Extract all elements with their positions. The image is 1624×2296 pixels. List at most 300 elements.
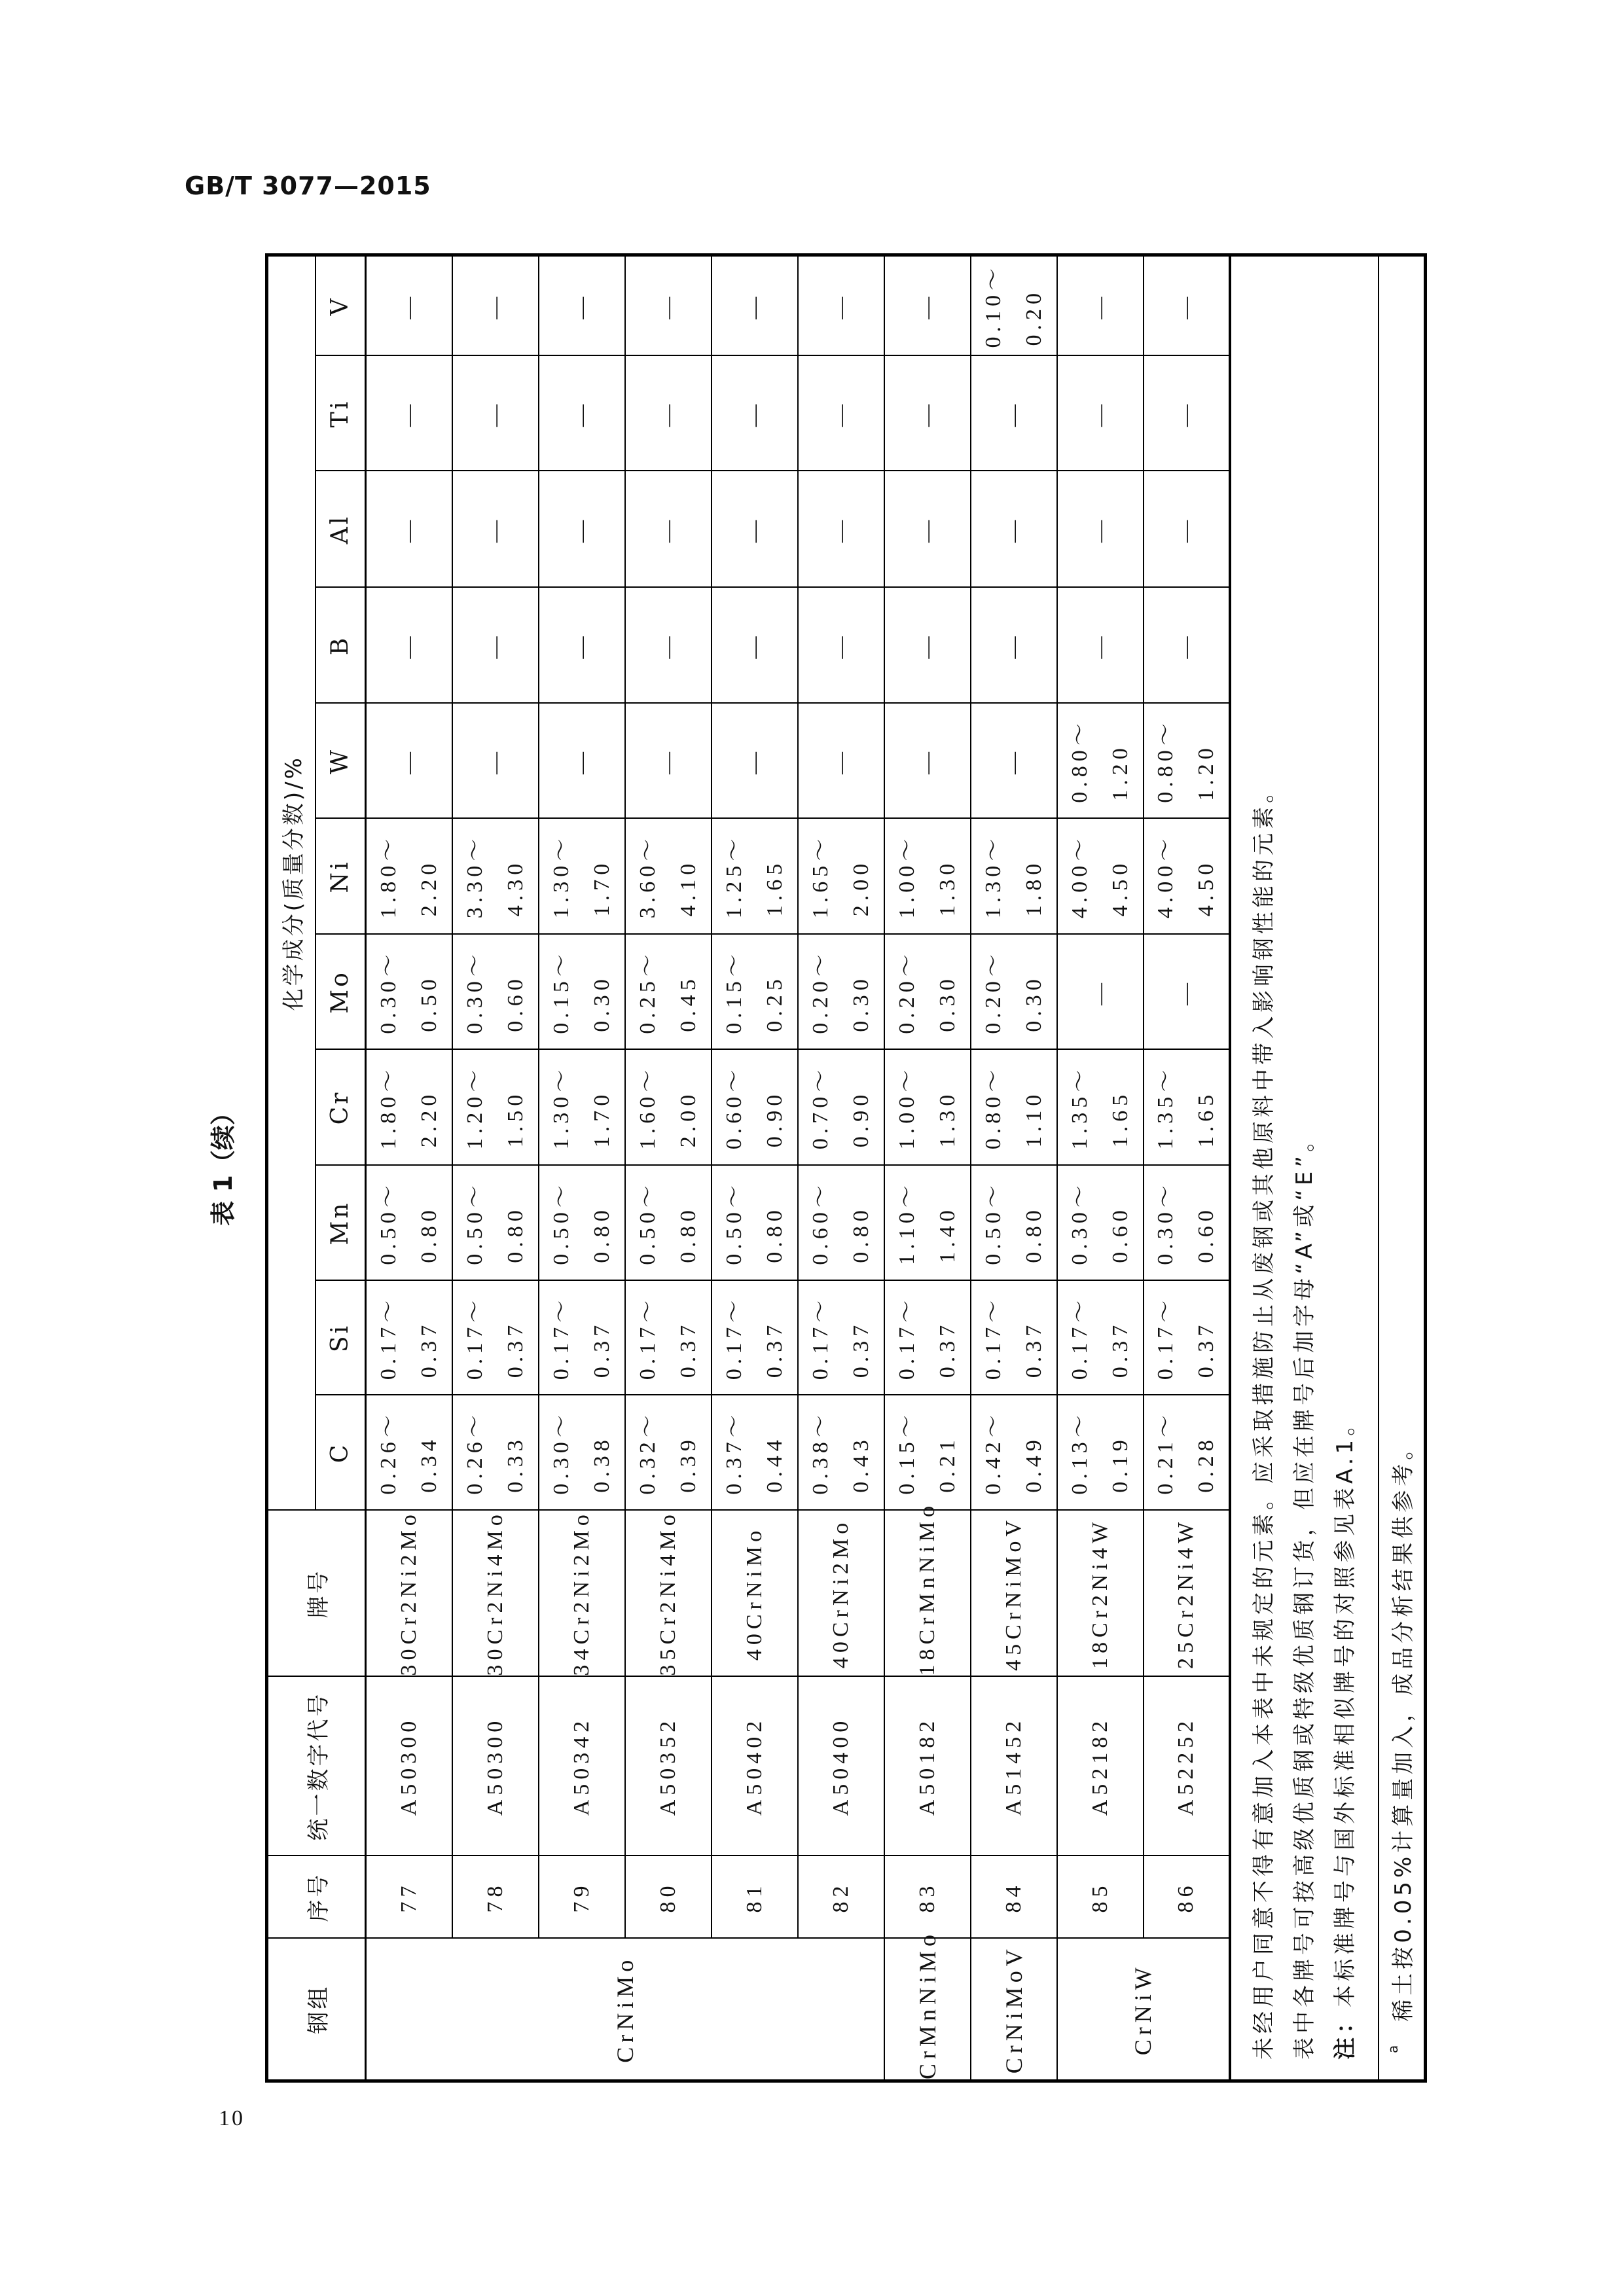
range-value: [455, 1181, 536, 1265]
page-number: 10: [219, 2106, 245, 2130]
value-cell-c: [366, 1395, 452, 1511]
range-low: 0.10～: [981, 263, 1005, 348]
range-high: 1.20: [1108, 744, 1132, 801]
range-low: 0.15～: [721, 950, 746, 1034]
steel-group-cell: CrMnNiMo: [884, 1939, 971, 2081]
value-cell-cr: [1057, 1050, 1144, 1166]
value-cell-w: [1144, 704, 1230, 819]
dash-value: —: [1001, 747, 1026, 774]
range-high: 1.50: [503, 1090, 528, 1148]
range-low: 1.35～: [1067, 1065, 1092, 1150]
range-value: [628, 1066, 709, 1150]
range-low: 1.25～: [721, 834, 746, 919]
value-cell-b: [971, 588, 1057, 704]
range-low: 0.80～: [981, 1065, 1005, 1150]
range-value: [801, 950, 882, 1034]
range-high: 0.28: [1194, 1435, 1218, 1493]
seq-cell: 84: [971, 1856, 1057, 1939]
range-low: 0.20～: [894, 950, 919, 1034]
value-cell-si: [971, 1281, 1057, 1395]
code-cell: A50400: [798, 1677, 884, 1856]
range-low: 0.17～: [808, 1295, 833, 1380]
range-high: 4.50: [1194, 859, 1218, 917]
dash-value: —: [1087, 978, 1112, 1005]
dash-value: —: [742, 292, 767, 319]
range-high: 0.45: [676, 975, 700, 1032]
range-low: 0.70～: [808, 1065, 833, 1150]
dash-value: —: [569, 292, 594, 319]
value-cell-si: [1057, 1281, 1144, 1395]
value-cell-c: [798, 1395, 884, 1511]
steel-group-cell: CrNiW: [1057, 1939, 1230, 2081]
dash-value: —: [655, 747, 680, 774]
range-low: 0.32～: [635, 1410, 660, 1495]
header-element-v: V: [316, 255, 366, 355]
value-cell-w: [1057, 704, 1144, 819]
dash-value: —: [655, 400, 680, 427]
value-cell-b: [625, 588, 712, 704]
seq-cell: 85: [1057, 1856, 1144, 1939]
range-high: 0.25: [762, 975, 787, 1032]
range-value: [714, 950, 795, 1034]
dash-value: —: [742, 632, 767, 659]
value-cell-b: [539, 588, 625, 704]
steel-group-cell: CrNiMoV: [971, 1939, 1057, 2081]
range-low: 0.17～: [462, 1295, 487, 1380]
dash-value: —: [1001, 516, 1026, 543]
grade-cell: 18CrMnNiMo: [884, 1511, 971, 1677]
range-low: 0.37～: [721, 1410, 746, 1495]
chemical-composition-table: [265, 253, 1427, 2083]
value-cell-ti: [798, 356, 884, 471]
dash-value: —: [1174, 516, 1198, 543]
range-high: 0.80: [676, 1206, 700, 1263]
code-cell: A50402: [712, 1677, 798, 1856]
dash-value: —: [396, 400, 421, 427]
footnote-mark: a: [1385, 2041, 1401, 2053]
range-value: [801, 834, 882, 919]
dash-value: —: [1001, 632, 1026, 659]
value-cell-c: [452, 1395, 539, 1511]
range-value: [369, 950, 450, 1034]
range-value: [714, 1410, 795, 1495]
table-row: [884, 255, 971, 2081]
header-grade: 牌号: [267, 1511, 366, 1677]
dash-value: —: [1087, 632, 1112, 659]
value-cell-c: [884, 1395, 971, 1511]
range-high: 0.44: [762, 1435, 787, 1493]
dash-value: —: [828, 747, 853, 774]
value-cell-ti: [539, 356, 625, 471]
value-cell-w: [884, 704, 971, 819]
header-element-c: C: [316, 1395, 366, 1511]
value-cell-ni: [625, 819, 712, 935]
dash-value: —: [396, 516, 421, 543]
dash-value: —: [1174, 978, 1198, 1005]
dash-value: —: [396, 632, 421, 659]
value-cell-ni: [712, 819, 798, 935]
range-low: 4.00～: [1153, 834, 1178, 919]
range-low: 0.60～: [721, 1065, 746, 1150]
range-low: 0.13～: [1067, 1410, 1092, 1495]
dash-value: —: [914, 747, 939, 774]
value-cell-cr: [452, 1050, 539, 1166]
value-cell-w: [712, 704, 798, 819]
range-high: 0.30: [589, 975, 614, 1032]
range-low: 0.80～: [1153, 719, 1178, 803]
dash-value: —: [569, 747, 594, 774]
dash-value: —: [655, 516, 680, 543]
range-low: 1.80～: [376, 834, 401, 919]
value-cell-mn: [712, 1166, 798, 1281]
steel-group-cell: CrNiMo: [366, 1939, 884, 2081]
range-value: [714, 1066, 795, 1150]
value-cell-c: [539, 1395, 625, 1511]
range-value: [801, 1066, 882, 1150]
range-low: 1.80～: [376, 1065, 401, 1150]
dash-value: —: [828, 400, 853, 427]
range-value: [1146, 719, 1227, 803]
header-element-mo: Mo: [316, 935, 366, 1050]
range-low: 4.00～: [1067, 834, 1092, 919]
range-value: [369, 1181, 450, 1265]
range-high: 0.80: [762, 1206, 787, 1263]
value-cell-mo: [366, 935, 452, 1050]
range-value: [455, 1066, 536, 1150]
value-cell-al: [1057, 471, 1144, 588]
dash-value: —: [742, 516, 767, 543]
value-cell-b: [884, 588, 971, 704]
table-row: [539, 255, 625, 2081]
range-high: 0.43: [848, 1435, 873, 1493]
value-cell-c: [712, 1395, 798, 1511]
value-cell-c: [1144, 1395, 1230, 1511]
range-high: 0.20: [1021, 288, 1046, 346]
range-value: [1146, 1181, 1227, 1265]
range-value: [973, 950, 1055, 1034]
value-cell-b: [1144, 588, 1230, 704]
value-cell-v: [971, 255, 1057, 355]
range-low: 0.38～: [808, 1410, 833, 1495]
seq-cell: 83: [884, 1856, 971, 1939]
grade-cell: 25Cr2Ni4W: [1144, 1511, 1230, 1677]
value-cell-ti: [452, 356, 539, 471]
range-high: 0.39: [676, 1435, 700, 1493]
range-low: 0.17～: [549, 1295, 573, 1380]
value-cell-cr: [539, 1050, 625, 1166]
range-low: 0.26～: [462, 1410, 487, 1495]
range-high: 0.34: [416, 1435, 441, 1493]
dash-value: —: [569, 516, 594, 543]
table-row: [452, 255, 539, 2081]
value-cell-mn: [884, 1166, 971, 1281]
range-high: 1.65: [1108, 1090, 1132, 1148]
dash-value: —: [828, 632, 853, 659]
range-high: 0.80: [848, 1206, 873, 1263]
value-cell-v: [798, 255, 884, 355]
range-value: [887, 1181, 968, 1265]
seq-cell: 81: [712, 1856, 798, 1939]
grade-cell: 30Cr2Ni4Mo: [452, 1511, 539, 1677]
range-value: [973, 1296, 1055, 1380]
header-chemical-composition: 化学成分(质量分数)/%: [267, 255, 316, 1510]
value-cell-cr: [1144, 1050, 1230, 1166]
value-cell-ni: [798, 819, 884, 935]
note-label: 注：: [1331, 2007, 1358, 2060]
dash-value: —: [482, 292, 507, 319]
header-element-si: Si: [316, 1281, 366, 1395]
note-line: [1325, 257, 1365, 2060]
range-value: [369, 1410, 450, 1495]
range-low: 1.30～: [549, 834, 573, 919]
dash-value: —: [1087, 400, 1112, 427]
range-low: 1.00～: [894, 1065, 919, 1150]
value-cell-ni: [1057, 819, 1144, 935]
range-low: 0.80～: [1067, 719, 1092, 803]
value-cell-si: [625, 1281, 712, 1395]
dash-value: —: [1174, 292, 1198, 319]
range-low: 0.21～: [1153, 1410, 1178, 1495]
range-high: 2.00: [676, 1090, 700, 1148]
value-cell-w: [539, 704, 625, 819]
range-high: 0.60: [503, 975, 528, 1032]
range-high: 4.10: [676, 859, 700, 917]
dash-value: —: [569, 400, 594, 427]
range-high: 0.21: [935, 1435, 960, 1493]
range-value: [714, 1296, 795, 1380]
code-cell: A50300: [366, 1677, 452, 1856]
seq-cell: 82: [798, 1856, 884, 1939]
dash-value: —: [914, 516, 939, 543]
dash-value: —: [1174, 632, 1198, 659]
dash-value: —: [482, 516, 507, 543]
value-cell-ni: [452, 819, 539, 935]
grade-cell: 35Cr2Ni4Mo: [625, 1511, 712, 1677]
dash-value: —: [482, 400, 507, 427]
dash-value: —: [914, 400, 939, 427]
value-cell-v: [625, 255, 712, 355]
range-high: 0.37: [676, 1320, 700, 1378]
dash-value: —: [655, 632, 680, 659]
range-value: [1060, 1066, 1141, 1150]
range-value: [714, 1181, 795, 1265]
value-cell-si: [452, 1281, 539, 1395]
value-cell-w: [625, 704, 712, 819]
grade-cell: 34Cr2Ni2Mo: [539, 1511, 625, 1677]
value-cell-al: [1144, 471, 1230, 588]
range-low: 0.30～: [462, 950, 487, 1034]
value-cell-mo: [1057, 935, 1144, 1050]
grade-cell: 30Cr2Ni2Mo: [366, 1511, 452, 1677]
seq-cell: 79: [539, 1856, 625, 1939]
range-high: 0.60: [1194, 1206, 1218, 1263]
value-cell-al: [625, 471, 712, 588]
value-cell-mn: [452, 1166, 539, 1281]
range-high: 0.37: [762, 1320, 787, 1378]
range-low: 0.20～: [981, 950, 1005, 1034]
code-cell: A52182: [1057, 1677, 1144, 1856]
value-cell-ti: [884, 356, 971, 471]
range-low: 0.30～: [1067, 1181, 1092, 1265]
value-cell-ni: [366, 819, 452, 935]
dash-value: —: [1174, 400, 1198, 427]
value-cell-w: [452, 704, 539, 819]
range-high: 0.80: [1021, 1206, 1046, 1263]
value-cell-al: [712, 471, 798, 588]
range-low: 0.50～: [981, 1181, 1005, 1265]
grade-cell: 45CrNiMoV: [971, 1511, 1057, 1677]
value-cell-ti: [712, 356, 798, 471]
value-cell-mo: [1144, 935, 1230, 1050]
table-title: 表 1（续）: [209, 1100, 238, 1226]
grade-cell: 40CrNiMo: [712, 1511, 798, 1677]
range-value: [628, 950, 709, 1034]
range-high: 0.80: [416, 1206, 441, 1263]
grade-cell: 40CrNi2Mo: [798, 1511, 884, 1677]
value-cell-b: [798, 588, 884, 704]
dash-value: —: [914, 632, 939, 659]
range-low: 0.17～: [894, 1295, 919, 1380]
value-cell-mn: [1144, 1166, 1230, 1281]
range-value: [455, 1296, 536, 1380]
dash-value: —: [742, 400, 767, 427]
range-value: [801, 1410, 882, 1495]
value-cell-ni: [884, 819, 971, 935]
value-cell-mn: [971, 1166, 1057, 1281]
range-low: 0.60～: [808, 1181, 833, 1265]
header-element-b: B: [316, 588, 366, 704]
range-value: [628, 1181, 709, 1265]
code-cell: A51452: [971, 1677, 1057, 1856]
value-cell-mn: [798, 1166, 884, 1281]
value-cell-mo: [798, 935, 884, 1050]
value-cell-cr: [712, 1050, 798, 1166]
range-low: 0.17～: [1067, 1295, 1092, 1380]
seq-cell: 77: [366, 1856, 452, 1939]
range-low: 0.42～: [981, 1410, 1005, 1495]
range-high: 0.80: [503, 1206, 528, 1263]
value-cell-al: [971, 471, 1057, 588]
range-low: 1.30～: [549, 1065, 573, 1150]
range-high: 0.37: [1108, 1320, 1132, 1378]
note-line: 表中各牌号可按高级优质钢或特级优质钢订货，但应在牌号后加字母“A”或“E”。: [1291, 1126, 1318, 2060]
value-cell-v: [452, 255, 539, 355]
code-cell: A52252: [1144, 1677, 1230, 1856]
value-cell-b: [1057, 588, 1144, 704]
range-value: [973, 1410, 1055, 1495]
value-cell-mo: [625, 935, 712, 1050]
range-value: [628, 834, 709, 919]
value-cell-ti: [1057, 356, 1144, 471]
range-high: 2.20: [416, 859, 441, 917]
table-row: [625, 255, 712, 2081]
range-low: 1.65～: [808, 834, 833, 919]
value-cell-cr: [798, 1050, 884, 1166]
range-high: 0.38: [589, 1435, 614, 1493]
range-value: [541, 1410, 623, 1495]
value-cell-si: [366, 1281, 452, 1395]
range-high: 1.30: [935, 1090, 960, 1148]
value-cell-v: [366, 255, 452, 355]
range-high: 0.50: [416, 975, 441, 1032]
value-cell-mo: [884, 935, 971, 1050]
range-high: 0.37: [1194, 1320, 1218, 1378]
range-high: 0.90: [762, 1090, 787, 1148]
range-value: [887, 950, 968, 1034]
value-cell-cr: [884, 1050, 971, 1166]
range-high: 2.00: [848, 859, 873, 917]
range-value: [973, 1181, 1055, 1265]
value-cell-si: [1144, 1281, 1230, 1395]
range-low: 1.30～: [981, 834, 1005, 919]
range-low: 0.17～: [635, 1295, 660, 1380]
range-high: 0.60: [1108, 1206, 1132, 1263]
value-cell-c: [1057, 1395, 1144, 1511]
value-cell-ti: [971, 356, 1057, 471]
dash-value: —: [396, 747, 421, 774]
range-value: [628, 1410, 709, 1495]
range-high: 0.30: [935, 975, 960, 1032]
value-cell-si: [798, 1281, 884, 1395]
footnote-row: [1379, 255, 1426, 2081]
range-high: 1.70: [589, 859, 614, 917]
range-value: [1060, 1410, 1141, 1495]
value-cell-al: [452, 471, 539, 588]
range-high: 1.65: [762, 859, 787, 917]
range-value: [455, 834, 536, 919]
range-value: [1060, 834, 1141, 919]
value-cell-v: [712, 255, 798, 355]
dash-value: —: [1001, 400, 1026, 427]
seq-cell: 86: [1144, 1856, 1230, 1939]
range-value: [541, 1181, 623, 1265]
range-low: 0.30～: [1153, 1181, 1178, 1265]
range-value: [1146, 1410, 1227, 1495]
range-value: [541, 950, 623, 1034]
table-row: [971, 255, 1057, 2081]
range-value: [973, 834, 1055, 919]
dash-value: —: [914, 292, 939, 319]
header-code: 统一数字代号: [267, 1677, 366, 1856]
range-value: [369, 1066, 450, 1150]
value-cell-b: [712, 588, 798, 704]
range-high: 4.30: [503, 859, 528, 917]
range-low: 0.17～: [981, 1295, 1005, 1380]
range-value: [973, 1066, 1055, 1150]
range-low: 3.30～: [462, 834, 487, 919]
range-low: 0.50～: [549, 1181, 573, 1265]
value-cell-ti: [1144, 356, 1230, 471]
value-cell-ti: [366, 356, 452, 471]
range-value: [455, 950, 536, 1034]
range-high: 1.10: [1021, 1090, 1046, 1148]
range-low: 0.17～: [721, 1295, 746, 1380]
range-high: 0.37: [848, 1320, 873, 1378]
header-element-w: W: [316, 704, 366, 819]
range-value: [1146, 834, 1227, 919]
dash-value: —: [396, 292, 421, 319]
value-cell-mn: [539, 1166, 625, 1281]
notes-row: [1230, 255, 1379, 2081]
value-cell-ti: [625, 356, 712, 471]
range-value: [628, 1296, 709, 1380]
seq-cell: 80: [625, 1856, 712, 1939]
value-cell-mo: [539, 935, 625, 1050]
range-high: 1.80: [1021, 859, 1046, 917]
range-high: 0.30: [848, 975, 873, 1032]
table-row: [1144, 255, 1230, 2081]
range-value: [541, 834, 623, 919]
